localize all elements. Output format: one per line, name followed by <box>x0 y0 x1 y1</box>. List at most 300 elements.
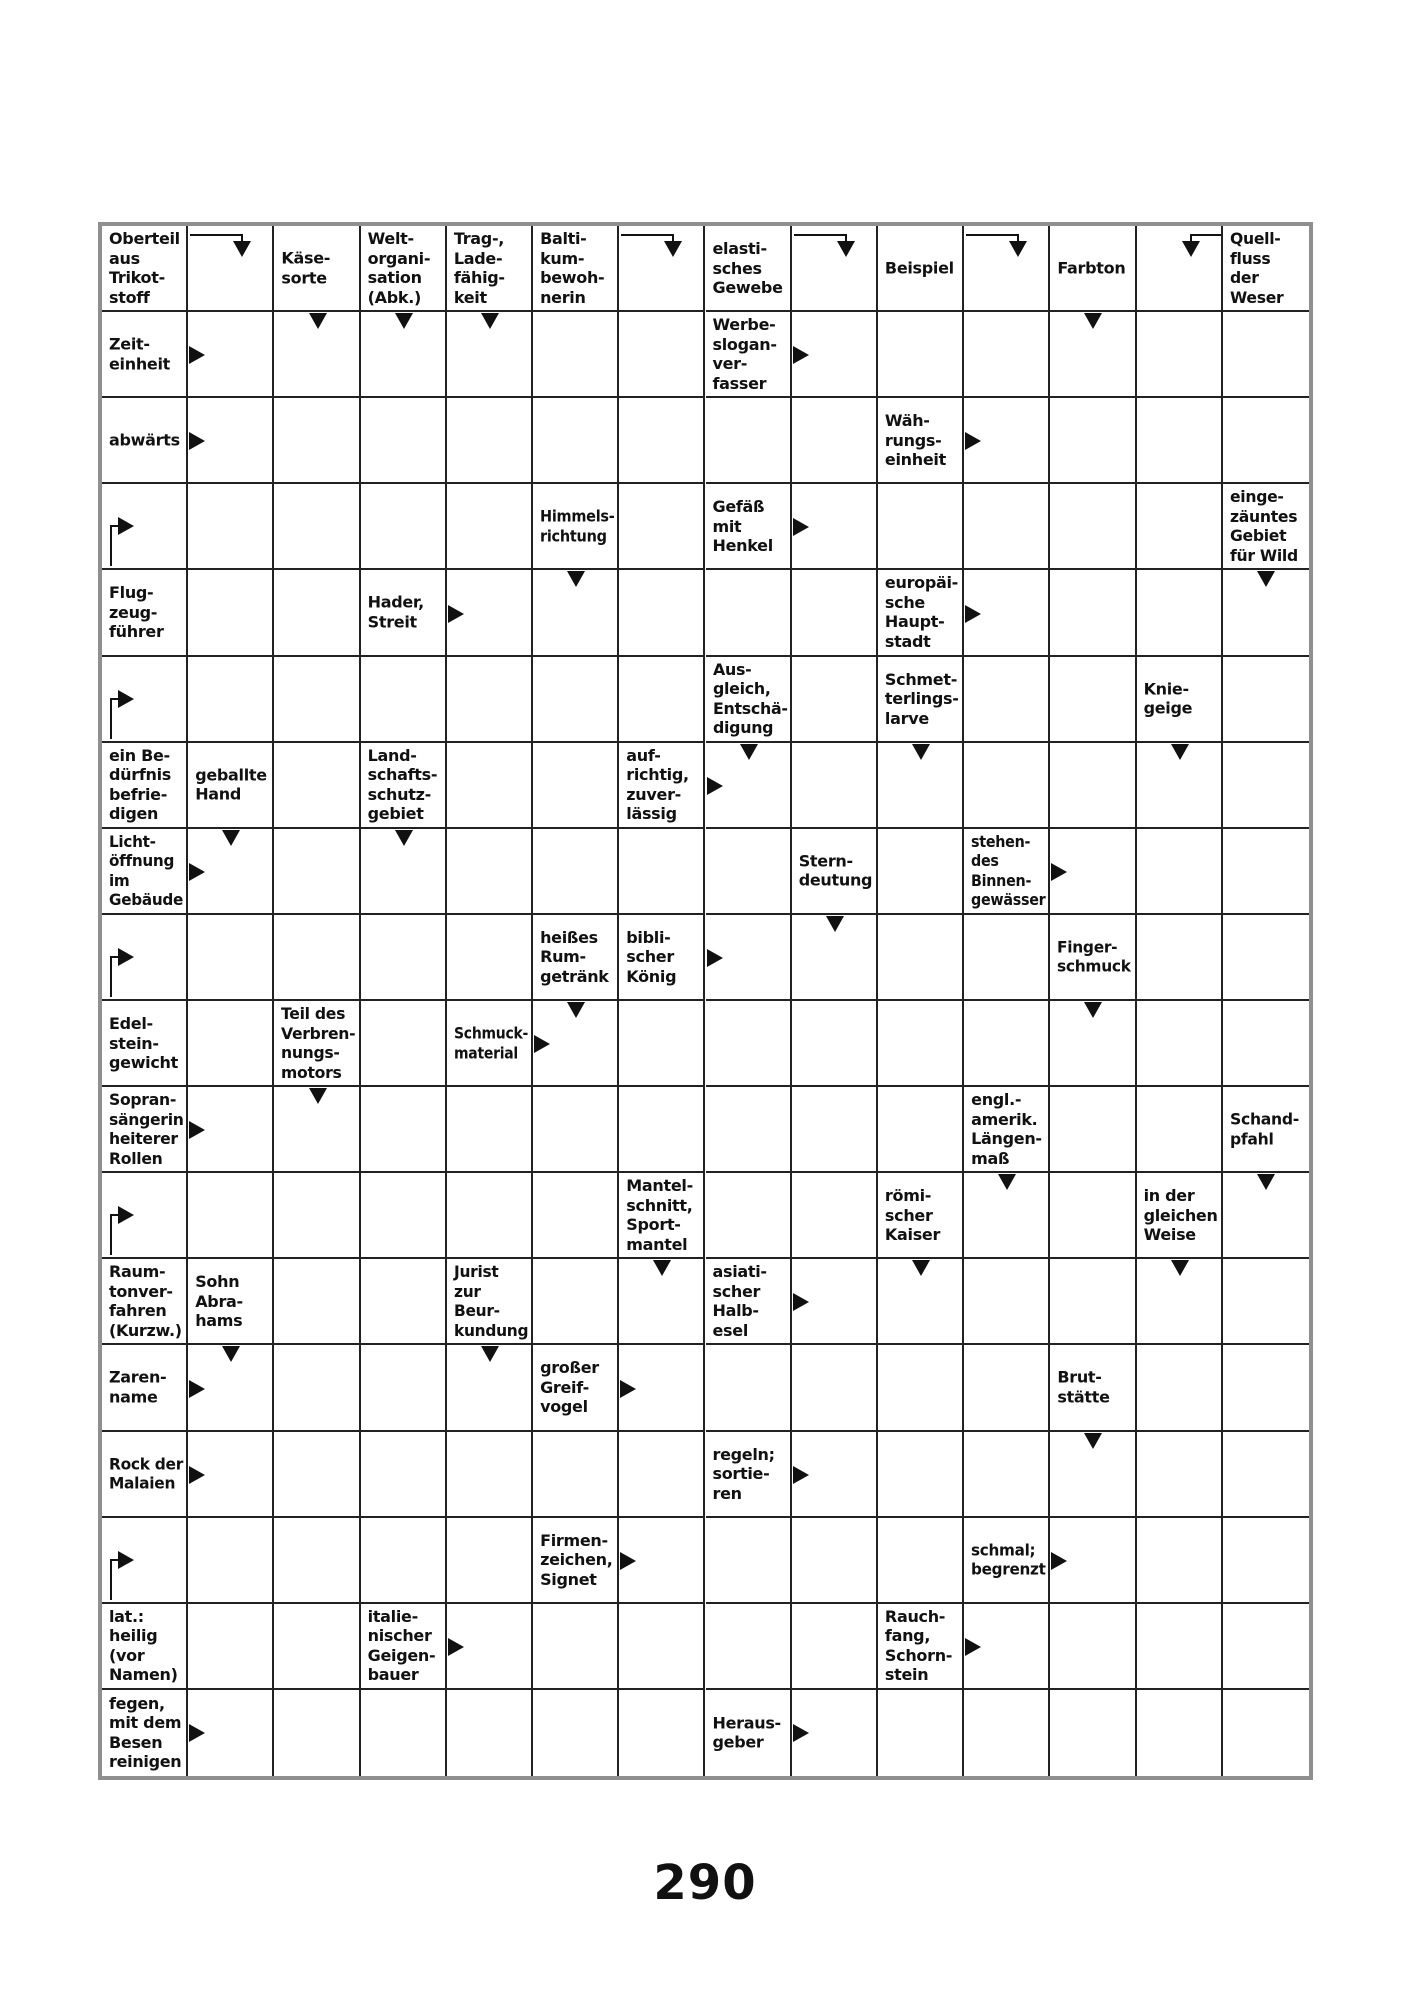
answer-cell[interactable] <box>1223 398 1309 484</box>
arrow-down-icon <box>653 1260 671 1276</box>
clue-text: Beispiel <box>884 258 954 278</box>
arrow-down-icon <box>309 1088 327 1104</box>
arrow-right-icon <box>620 1552 636 1570</box>
clue-cell <box>102 1345 188 1431</box>
answer-cell[interactable] <box>1137 1518 1223 1604</box>
answer-cell[interactable] <box>1050 1087 1136 1173</box>
answer-cell[interactable] <box>361 1087 447 1173</box>
arrow-right-icon <box>1051 863 1067 881</box>
answer-cell[interactable] <box>361 1690 447 1776</box>
answer-cell[interactable] <box>1050 570 1136 656</box>
answer-cell[interactable] <box>361 1432 447 1518</box>
clue-cell <box>619 1173 705 1259</box>
clue-text: Heraus- geber <box>712 1713 781 1752</box>
answer-cell[interactable] <box>1137 226 1223 312</box>
arrow-right-icon <box>965 432 981 450</box>
arrow-right-icon <box>534 1035 550 1053</box>
clue-cell <box>188 743 274 829</box>
clue-text: asiati- scher Halb- esel <box>712 1262 767 1340</box>
answer-cell[interactable] <box>792 1604 878 1690</box>
clue-text: Finger- schmuck <box>1057 937 1132 976</box>
answer-cell[interactable] <box>188 915 274 1001</box>
answer-cell[interactable] <box>706 1345 792 1431</box>
answer-cell[interactable] <box>792 570 878 656</box>
answer-cell[interactable] <box>102 1173 188 1259</box>
clue-text: Schmet- terlings- larve <box>884 669 959 728</box>
answer-cell[interactable] <box>1137 1604 1223 1690</box>
arrow-right-icon <box>793 346 809 364</box>
clue-text: Stern- deutung <box>798 851 873 890</box>
answer-cell[interactable] <box>361 1518 447 1604</box>
clue-text: italie- nischer Geigen- bauer <box>367 1606 436 1685</box>
answer-cell[interactable] <box>447 915 533 1001</box>
clue-cell <box>102 1001 188 1087</box>
answer-cell[interactable] <box>274 743 360 829</box>
arrow-down-icon <box>912 744 930 760</box>
clue-text: auf- richtig, zuver- lässig <box>626 745 689 824</box>
clue-text: Gefäß mit Henkel <box>712 497 773 556</box>
answer-cell[interactable] <box>361 398 447 484</box>
clue-text: Land- schafts- schutz- gebiet <box>367 745 438 824</box>
answer-cell[interactable] <box>188 1001 274 1087</box>
clue-cell <box>533 226 619 312</box>
arrow-right-icon <box>189 1724 205 1742</box>
arrow-right-icon <box>620 1380 636 1398</box>
clue-text: Aus- gleich, Entschä- digung <box>712 659 788 738</box>
answer-cell[interactable] <box>878 915 964 1001</box>
arrow-right-icon <box>793 1466 809 1484</box>
answer-cell[interactable] <box>1137 1345 1223 1431</box>
answer-cell[interactable] <box>1137 1690 1223 1776</box>
arrow-right-icon <box>189 1466 205 1484</box>
answer-cell[interactable] <box>964 226 1050 312</box>
answer-cell[interactable] <box>1223 1432 1309 1518</box>
clue-text: geballte Hand <box>195 765 267 804</box>
clue-cell <box>274 226 360 312</box>
answer-cell[interactable] <box>964 915 1050 1001</box>
answer-cell[interactable] <box>878 1345 964 1431</box>
answer-cell[interactable] <box>1223 1518 1309 1604</box>
clue-cell <box>102 226 188 312</box>
answer-cell[interactable] <box>274 1173 360 1259</box>
answer-cell[interactable] <box>274 484 360 570</box>
clue-text: römi- scher Kaiser <box>884 1186 941 1245</box>
answer-cell[interactable] <box>533 829 619 915</box>
answer-cell[interactable] <box>792 743 878 829</box>
clue-cell <box>361 226 447 312</box>
answer-cell[interactable] <box>619 312 705 398</box>
answer-cell[interactable] <box>619 1001 705 1087</box>
answer-cell[interactable] <box>1223 312 1309 398</box>
answer-cell[interactable] <box>619 1432 705 1518</box>
arrow-right-icon <box>448 605 464 623</box>
clue-cell <box>533 484 619 570</box>
answer-cell[interactable] <box>1050 743 1136 829</box>
answer-cell[interactable] <box>706 1604 792 1690</box>
clue-text: Mantel- schnitt, Sport- mantel <box>626 1176 693 1254</box>
answer-cell[interactable] <box>706 398 792 484</box>
answer-cell[interactable] <box>1050 398 1136 484</box>
clue-cell <box>878 398 964 484</box>
answer-cell[interactable] <box>533 1432 619 1518</box>
clue-cell <box>706 226 792 312</box>
clue-cell <box>274 1001 360 1087</box>
arrow-down-icon <box>740 744 758 760</box>
answer-cell[interactable] <box>447 657 533 743</box>
arrow-down-icon <box>481 313 499 329</box>
answer-cell[interactable] <box>964 743 1050 829</box>
arrow-down-icon <box>222 1346 240 1362</box>
answer-cell[interactable] <box>1050 1604 1136 1690</box>
clue-text: großer Greif- vogel <box>540 1358 599 1417</box>
clue-cell <box>361 1604 447 1690</box>
answer-cell[interactable] <box>274 1518 360 1604</box>
clue-text: heißes Rum- getränk <box>540 927 609 986</box>
answer-cell[interactable] <box>1137 829 1223 915</box>
clue-cell <box>706 1432 792 1518</box>
answer-cell[interactable] <box>878 1087 964 1173</box>
arrow-down-icon <box>1171 1260 1189 1276</box>
answer-cell[interactable] <box>361 484 447 570</box>
answer-cell[interactable] <box>878 1001 964 1087</box>
answer-cell[interactable] <box>447 1087 533 1173</box>
clue-text: Wäh- rungs- einheit <box>884 411 946 470</box>
clue-cell <box>188 1259 274 1345</box>
arrow-down-icon <box>1084 1433 1102 1449</box>
clue-cell <box>102 312 188 398</box>
clue-cell <box>1137 657 1223 743</box>
crossword-grid <box>98 222 1313 1780</box>
clue-cell <box>878 226 964 312</box>
answer-cell[interactable] <box>792 1087 878 1173</box>
answer-cell[interactable] <box>878 829 964 915</box>
clue-text: Zaren- name <box>109 1367 167 1407</box>
answer-cell[interactable] <box>188 1604 274 1690</box>
clue-cell <box>706 484 792 570</box>
answer-cell[interactable] <box>188 226 274 312</box>
answer-cell[interactable] <box>964 1345 1050 1431</box>
answer-cell[interactable] <box>1223 1604 1309 1690</box>
answer-cell[interactable] <box>964 1259 1050 1345</box>
clue-text: Teil des Verbren- nungs- motors <box>281 1004 356 1082</box>
answer-cell[interactable] <box>792 1518 878 1604</box>
answer-cell[interactable] <box>533 312 619 398</box>
answer-cell[interactable] <box>274 1345 360 1431</box>
answer-cell[interactable] <box>188 570 274 656</box>
answer-cell[interactable] <box>533 1173 619 1259</box>
answer-cell[interactable] <box>447 743 533 829</box>
clue-cell <box>1050 226 1136 312</box>
answer-cell[interactable] <box>1137 915 1223 1001</box>
clue-text: Firmen- zeichen, Signet <box>540 1530 613 1589</box>
answer-cell[interactable] <box>964 484 1050 570</box>
answer-cell[interactable] <box>706 1173 792 1259</box>
clue-text: Käse- sorte <box>281 248 331 288</box>
clue-text: Balti- kum- bewoh- nerin <box>540 229 605 307</box>
answer-cell[interactable] <box>1223 1001 1309 1087</box>
clue-cell <box>361 743 447 829</box>
answer-cell[interactable] <box>274 1604 360 1690</box>
arrow-down-icon <box>1084 313 1102 329</box>
answer-cell[interactable] <box>447 1432 533 1518</box>
clue-cell <box>102 1432 188 1518</box>
arrow-down-icon <box>395 313 413 329</box>
answer-cell[interactable] <box>361 657 447 743</box>
answer-cell[interactable] <box>964 1001 1050 1087</box>
answer-cell[interactable] <box>964 1432 1050 1518</box>
answer-cell[interactable] <box>447 1690 533 1776</box>
answer-cell[interactable] <box>533 1604 619 1690</box>
answer-cell[interactable] <box>533 1087 619 1173</box>
answer-cell[interactable] <box>533 398 619 484</box>
answer-cell[interactable] <box>533 1259 619 1345</box>
clue-cell <box>706 657 792 743</box>
clue-cell <box>102 1690 188 1776</box>
arrow-right-icon <box>965 605 981 623</box>
answer-cell[interactable] <box>878 1432 964 1518</box>
answer-cell[interactable] <box>188 1173 274 1259</box>
answer-cell[interactable] <box>1223 657 1309 743</box>
clue-text: schmal; begrenzt <box>971 1540 1046 1579</box>
arrow-down-icon <box>1084 1002 1102 1018</box>
answer-cell[interactable] <box>964 1690 1050 1776</box>
answer-cell[interactable] <box>102 915 188 1001</box>
arrow-down-icon <box>395 830 413 846</box>
clue-text: engl.- amerik. Längen- maß <box>971 1090 1042 1168</box>
answer-cell[interactable] <box>706 1001 792 1087</box>
clue-text: Oberteil aus Trikot- stoff <box>109 229 180 307</box>
clue-cell <box>706 1259 792 1345</box>
answer-cell[interactable] <box>1050 1173 1136 1259</box>
answer-cell[interactable] <box>619 829 705 915</box>
answer-cell[interactable] <box>361 1173 447 1259</box>
clue-cell <box>619 915 705 1001</box>
answer-cell[interactable] <box>1050 484 1136 570</box>
answer-cell[interactable] <box>274 1259 360 1345</box>
clue-text: Sohn Abra- hams <box>195 1272 243 1331</box>
clue-cell <box>447 1259 533 1345</box>
answer-cell[interactable] <box>447 829 533 915</box>
clue-text: Flug- zeug- führer <box>109 583 164 642</box>
clue-text: Werbe- slogan- ver- fasser <box>712 315 777 393</box>
answer-cell[interactable] <box>1137 1001 1223 1087</box>
answer-cell[interactable] <box>274 657 360 743</box>
answer-cell[interactable] <box>1223 1259 1309 1345</box>
clue-text: Himmels- richtung <box>540 506 615 546</box>
arrow-down-icon <box>309 313 327 329</box>
clue-cell <box>964 1087 1050 1173</box>
answer-cell[interactable] <box>274 915 360 1001</box>
arrow-right-icon <box>448 1638 464 1656</box>
clue-text: stehen- des Binnen- gewässer <box>971 831 1046 910</box>
clue-cell <box>792 829 878 915</box>
clue-cell <box>964 1518 1050 1604</box>
arrow-down-icon <box>826 916 844 932</box>
arrow-right-icon <box>793 1724 809 1742</box>
answer-cell[interactable] <box>533 1690 619 1776</box>
answer-cell[interactable] <box>361 1259 447 1345</box>
clue-cell <box>533 1518 619 1604</box>
answer-cell[interactable] <box>447 398 533 484</box>
clue-cell <box>1137 1173 1223 1259</box>
arrow-right-icon <box>189 1121 205 1139</box>
page-number: 290 <box>653 1855 757 1911</box>
answer-cell[interactable] <box>792 1001 878 1087</box>
answer-cell[interactable] <box>274 570 360 656</box>
clue-cell <box>447 1001 533 1087</box>
answer-cell[interactable] <box>102 657 188 743</box>
clue-cell <box>878 1604 964 1690</box>
clue-cell <box>361 570 447 656</box>
arrow-right-icon <box>965 1638 981 1656</box>
answer-cell[interactable] <box>706 829 792 915</box>
answer-cell[interactable] <box>706 570 792 656</box>
clue-cell <box>102 829 188 915</box>
clue-text: elasti- sches Gewebe <box>712 238 783 297</box>
answer-cell[interactable] <box>706 1087 792 1173</box>
answer-cell[interactable] <box>188 484 274 570</box>
clue-text: europäi- sche Haupt- stadt <box>884 573 959 651</box>
answer-cell[interactable] <box>274 1690 360 1776</box>
answer-cell[interactable] <box>361 915 447 1001</box>
answer-cell[interactable] <box>878 312 964 398</box>
answer-cell[interactable] <box>102 484 188 570</box>
answer-cell[interactable] <box>1137 1087 1223 1173</box>
clue-cell <box>533 1345 619 1431</box>
answer-cell[interactable] <box>361 1345 447 1431</box>
clue-text: Raum- tonver- fahren (Kurzw.) <box>109 1262 182 1340</box>
clue-text: Brut- stätte <box>1057 1367 1110 1407</box>
clue-cell <box>102 570 188 656</box>
answer-cell[interactable] <box>792 1345 878 1431</box>
clue-text: Sopran- sängerin heiterer Rollen <box>109 1090 184 1168</box>
arrow-right-icon <box>793 1293 809 1311</box>
answer-cell[interactable] <box>1137 312 1223 398</box>
arrow-down-icon <box>481 1346 499 1362</box>
answer-cell[interactable] <box>1223 1690 1309 1776</box>
answer-cell[interactable] <box>1137 398 1223 484</box>
arrow-down-icon <box>222 830 240 846</box>
answer-cell[interactable] <box>361 1001 447 1087</box>
answer-cell[interactable] <box>1223 743 1309 829</box>
answer-cell[interactable] <box>1137 484 1223 570</box>
answer-cell[interactable] <box>792 1173 878 1259</box>
answer-cell[interactable] <box>619 1604 705 1690</box>
clue-cell <box>447 226 533 312</box>
clue-text: abwärts <box>109 430 180 450</box>
clue-cell <box>964 829 1050 915</box>
clue-cell <box>706 312 792 398</box>
answer-cell[interactable] <box>878 1690 964 1776</box>
clue-text: Knie- geige <box>1143 679 1193 718</box>
arrow-down-icon <box>1257 1174 1275 1190</box>
answer-cell[interactable] <box>878 1518 964 1604</box>
clue-cell <box>102 743 188 829</box>
clue-cell <box>878 657 964 743</box>
answer-cell[interactable] <box>792 398 878 484</box>
answer-cell[interactable] <box>274 829 360 915</box>
clue-text: in der gleichen Weise <box>1143 1186 1218 1245</box>
clue-cell <box>1050 1345 1136 1431</box>
clue-text: fegen, mit dem Besen reinigen <box>109 1693 182 1772</box>
answer-cell[interactable] <box>619 570 705 656</box>
arrow-right-icon <box>707 777 723 795</box>
clue-text: regeln; sortie- ren <box>712 1444 775 1503</box>
answer-cell[interactable] <box>964 312 1050 398</box>
clue-text: Edel- stein- gewicht <box>109 1013 178 1072</box>
answer-cell[interactable] <box>1223 915 1309 1001</box>
arrow-down-icon <box>567 571 585 587</box>
clue-text: Schand- pfahl <box>1229 1109 1299 1149</box>
clue-cell <box>878 1173 964 1259</box>
answer-cell[interactable] <box>878 484 964 570</box>
arrow-right-icon <box>189 346 205 364</box>
answer-cell[interactable] <box>706 1518 792 1604</box>
arrow-right-icon <box>189 863 205 881</box>
answer-cell[interactable] <box>274 398 360 484</box>
answer-cell[interactable] <box>619 398 705 484</box>
answer-cell[interactable] <box>188 1518 274 1604</box>
answer-cell[interactable] <box>792 657 878 743</box>
answer-cell[interactable] <box>619 657 705 743</box>
clue-cell <box>1050 915 1136 1001</box>
clue-text: Farbton <box>1057 258 1126 278</box>
answer-cell[interactable] <box>1050 657 1136 743</box>
clue-cell <box>102 398 188 484</box>
answer-cell[interactable] <box>447 1518 533 1604</box>
answer-cell[interactable] <box>1050 1690 1136 1776</box>
clue-text: Rock der Malaien <box>109 1454 184 1493</box>
clue-cell <box>1223 226 1309 312</box>
clue-cell <box>102 1087 188 1173</box>
answer-cell[interactable] <box>533 657 619 743</box>
arrow-right-icon <box>189 432 205 450</box>
arrow-down-icon <box>1257 571 1275 587</box>
answer-cell[interactable] <box>619 226 705 312</box>
answer-cell[interactable] <box>1050 1259 1136 1345</box>
answer-cell[interactable] <box>447 1173 533 1259</box>
arrow-right-icon <box>707 949 723 967</box>
answer-cell[interactable] <box>1137 570 1223 656</box>
clue-cell <box>102 1259 188 1345</box>
answer-cell[interactable] <box>188 657 274 743</box>
arrow-right-icon <box>189 1380 205 1398</box>
clue-text: Quell- fluss der Weser <box>1229 229 1284 307</box>
clue-text: ein Be- dürfnis befrie- digen <box>109 745 171 824</box>
clue-text: Schmuck- material <box>453 1023 528 1063</box>
clue-text: bibli- scher König <box>626 927 677 986</box>
answer-cell[interactable] <box>1223 829 1309 915</box>
clue-text: Welt- organi- sation (Abk.) <box>367 229 431 307</box>
answer-cell[interactable] <box>792 226 878 312</box>
answer-cell[interactable] <box>1223 1345 1309 1431</box>
answer-cell[interactable] <box>964 657 1050 743</box>
answer-cell[interactable] <box>447 484 533 570</box>
answer-cell[interactable] <box>619 484 705 570</box>
clue-cell <box>878 570 964 656</box>
clue-text: Jurist zur Beur- kundung <box>453 1262 529 1340</box>
answer-cell[interactable] <box>102 1518 188 1604</box>
arrow-right-icon <box>793 518 809 536</box>
clue-cell <box>1223 1087 1309 1173</box>
answer-cell[interactable] <box>1137 1432 1223 1518</box>
clue-text: Zeit- einheit <box>109 334 171 374</box>
answer-cell[interactable] <box>533 743 619 829</box>
answer-cell[interactable] <box>274 1432 360 1518</box>
answer-cell[interactable] <box>619 1087 705 1173</box>
clue-cell <box>1223 484 1309 570</box>
answer-cell[interactable] <box>619 1690 705 1776</box>
